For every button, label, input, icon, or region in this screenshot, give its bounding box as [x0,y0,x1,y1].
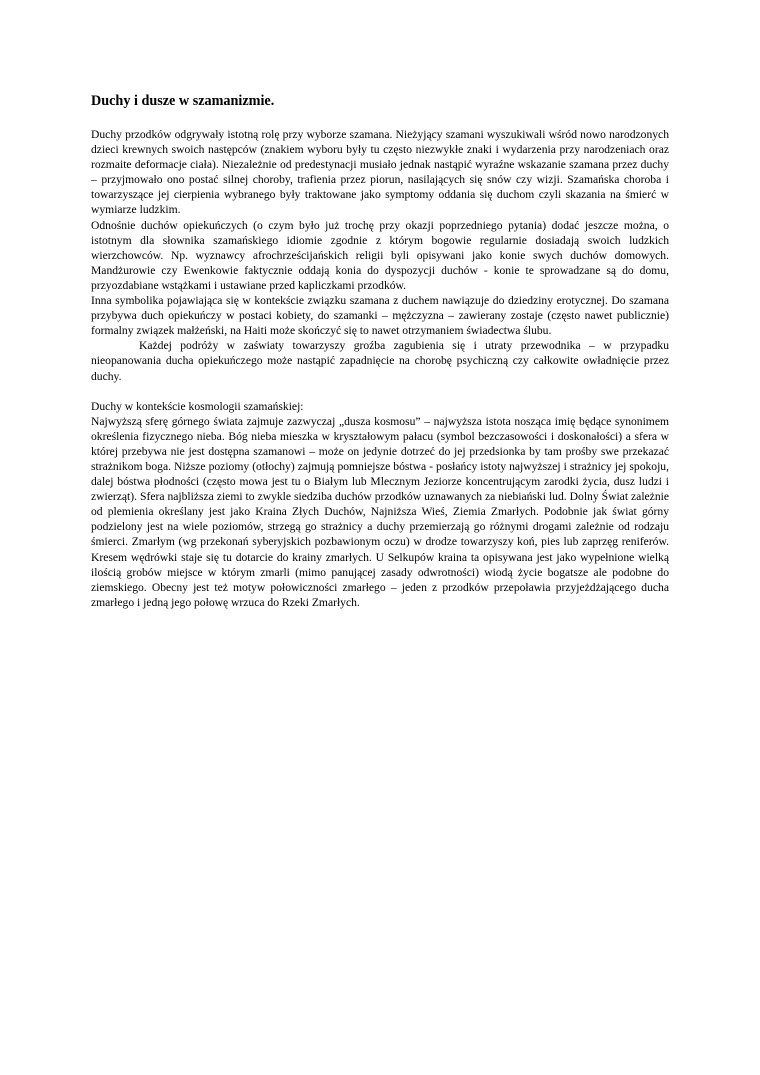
document-title: Duchy i dusze w szamanizmie. [91,93,275,109]
section-heading-cosmology: Duchy w kontekście kosmologii szamańskiej: [91,399,304,413]
paragraph-otherworld-journey: Każdej podróży w zaświaty towarzyszy groźba zagubienia się i utraty przewodnika – w przypadku nieopanowania ducha opiekuńczego może nastąpić zapadnięcie na chorobę psychiczną czy całkowite owładnięcie przez duchy. [91,339,669,383]
paragraph-ancestor-spirits: Duchy przodków odgrywały istotną rolę przy wyborze szamana. Nieżyjący szamani wyszukiwali wśród nowo narodzonych dzieci krewnych swoich następców (znakiem wyboru były tu często niezwykłe znaki i wydarzenia przy narodzeniach oraz rozmaite deformacje ciała). Niezależnie od predestynacji musiało jednak nastąpić wyraźne wskazanie szamana przez duchy – przyjmowało ono postać silnej choroby, trafienia przez piorun, nasilających się snów czy wizji. Szamańska choroba i towarzyszące jej cierpienia wybranego były traktowane jako symptomy oddania się duchom czyli skazania na śmierć w wymiarze ludzkim. [91,128,669,217]
paragraph-guardian-spirits: Odnośnie duchów opiekuńczych (o czym było już trochę przy okazji poprzedniego pytania) dodać jeszcze można, o istotnym dla słownika szamańskiego idiomie zgodnie z którym bogowie regularnie dosiadają swoich ludzkich wierzchowców. Np. wyznawcy afrochrześcijańskich religii byli opisywani jako konie swych duchów domowych. Mandżurowie czy Ewenkowie faktycznie oddają konia do dyspozycji duchów - konie te sprowadzane są do domu, przyozdabiane wstążkami i ustawiane przed kapliczkami przodków. [91,218,669,292]
document-page [91,92,669,610]
paragraph-cosmology: Najwyższą sferę górnego świata zajmuje zazwyczaj „dusza kosmosu” – najwyższa istota nosząca imię będące synonimem określenia fizycznego nieba. Bóg nieba mieszka w kryształowym pałacu (symbol bezczasowości i doskonałości) a sfera w której przebywa nie jest dostępna szamanowi – może on jedynie dotrzeć do jej przedsionka by tam prośby swe przekazać strażnikom boga. Niższe poziomy (otłochy) zajmują pomniejsze bóstwa - posłańcy istoty najwyższej i strażnicy jej spokoju, dalej bóstwa płodności (często mowa jest tu o Białym lub Mlecznym Jeziorze koncentrującym zarodki życia, dusz ludzi i zwierząt). Sfera najbliższa ziemi to zwykle siedziba duchów przodków uznawanych za niebiański lud. Dolny Świat zależnie od plemienia określany jest jako Kraina Złych Duchów, Najniższa Wieś, Ziemia Zmarłych. Podobnie jak świat górny podzielony jest na wiele poziomów, strzegą go strażnicy a duchy przemierzają go różnymi drogami zależnie od rodzaju śmierci. Zmarłym (wg przekonań syberyjskich pozbawionym oczu) w drodze towarzyszy koń, pies lub zaprzęg reniferów. Kresem wędrówki staje się tu dotarcie do krainy zmarłych. U Selkupów kraina ta opisywana jest jako wypełnione wielką ilością grobów miejsce w którym zmarli (mimo panującej zasady odwrotności) wiodą życie bogatsze ale podobne do ziemskiego. Obecny jest też motyw połowiczności zmarłego – jeden z przodków przepoławia przyjeżdżającego ducha zmarłego i jedną jego połowę wrzuca do Rzeki Zmarłych. [91,414,669,609]
paragraph-erotic-symbolism: Inna symbolika pojawiająca się w kontekście związku szamana z duchem nawiązuje do dziedziny erotycznej. Do szamana przybywa duch opiekuńczy w postaci kobiety, do szamanki – mężczyzna – zawierany zostaje (często nawet publicznie) formalny związek małżeński, na Haiti może skończyć się to nawet otrzymaniem świadectwa ślubu. [91,294,669,338]
